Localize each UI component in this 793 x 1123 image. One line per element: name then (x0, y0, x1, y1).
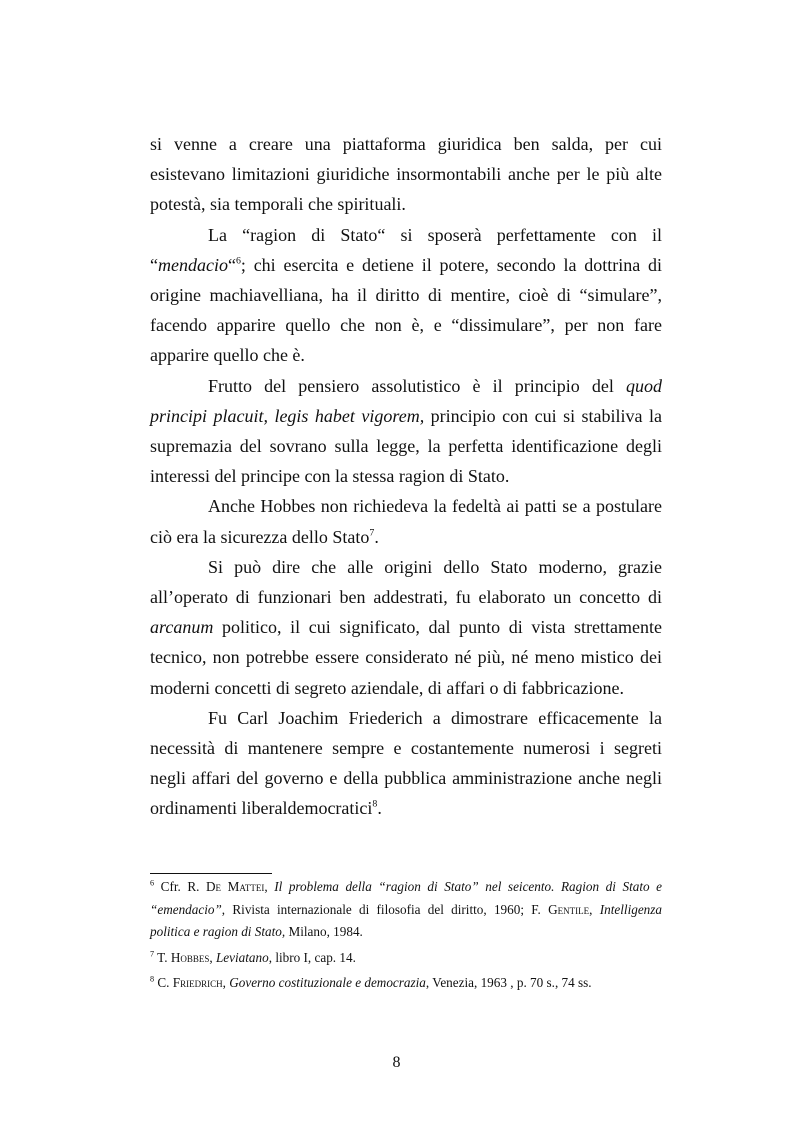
text-run: Anche Hobbes non richiedeva la fedeltà ai patti se a postulare ciò era la sicurezza dello Stato (150, 496, 662, 547)
page-number: 8 (392, 1054, 401, 1071)
text-run: Milano, 1984. (285, 924, 363, 939)
paragraph-2 (150, 220, 662, 371)
footnote-ref: 6 (235, 255, 241, 267)
paragraph-3 (150, 371, 662, 492)
footnotes (150, 876, 662, 998)
body-text (150, 129, 662, 824)
text-run: , (264, 879, 275, 894)
italic-run: Il problema della “ragion di Stato” nel seicento. Ragion di Stato e “emendacio” (150, 879, 662, 917)
text-run: principio con cui si stabiliva la supremazia del sovrano sulla legge, la perfetta identificazione degli interessi del principe con la stessa ragion di Stato. (150, 405, 663, 487)
footnote-ref: 6 (150, 878, 155, 888)
text-run: La “ragion di Stato“ si sposerà perfettamente con il “ (150, 224, 662, 275)
text-run: , (589, 901, 600, 917)
footnote-ref: 7 (150, 949, 155, 959)
text-run: si venne a creare una piattaforma giuridica ben salda, per cui esistevano limitazioni giuridiche insormontabili anche per le più alte potestà, sia temporali che spirituali. (150, 134, 662, 215)
italic-run: quod principi placuit, legis habet vigorem, (150, 375, 662, 426)
text-run: ; chi esercita e detiene il potere, secondo la dottrina di origine machiavelliana, ha il diritto di mentire, cioè di “simulare”, facendo apparire quello che non è, e “dissimulare”, per non fare apparire quello che è. (150, 254, 662, 366)
footnote-8 (150, 972, 662, 995)
italic-run: Governo costituzionale e democrazia (229, 975, 426, 990)
text-run: , Venezia, 1963 , p. 70 s., 74 ss. (425, 975, 592, 990)
italic-run: arcanum (150, 617, 214, 638)
text-run: Cfr. R. (154, 879, 207, 894)
text-run: Si può dire che alle origini dello Stato moderno, grazie all’operato di funzionari ben addestrati, fu elaborato un concetto di (150, 556, 662, 608)
author-name: Hobbes (170, 949, 210, 965)
paragraph-5 (150, 552, 662, 703)
author-name: De Mattei (206, 879, 265, 894)
text-run: . (377, 798, 382, 819)
text-run: , (209, 949, 216, 965)
text-run: C. (154, 975, 173, 990)
author-name: Friedrich (172, 975, 223, 990)
italic-run: mendacio (158, 254, 228, 275)
text-run: “ (227, 254, 236, 275)
footnote-ref: 8 (150, 974, 155, 984)
footnote-ref: 7 (369, 527, 375, 539)
text-run: . (374, 526, 379, 547)
text-run: Frutto del pensiero assolutistico è il principio del (208, 375, 626, 396)
text-run: , Rivista internazionale di filosofia del diritto, 1960; F. (221, 901, 549, 917)
footnote-ref: 8 (372, 799, 378, 811)
paragraph-1 (150, 129, 662, 220)
footnote-separator (150, 873, 272, 874)
text-run: , libro I, cap. 14. (268, 949, 356, 965)
text-run: politico, il cui significato, dal punto di vista strettamente tecnico, non potrebbe essere considerato né più, né meno mistico dei moderni concetti di segreto aziendale, di affari o di fabbricazione. (150, 617, 662, 698)
footnote-6 (150, 876, 662, 944)
text-run: T. (154, 949, 171, 965)
author-name: Gentile (548, 901, 590, 917)
paragraph-6 (150, 703, 662, 824)
italic-run: Intelligenza politica e ragion di Stato, (150, 901, 662, 939)
text-run: Fu Carl Joachim Friederich a dimostrare efficacemente la necessità di mantenere sempre e costantemente numerosi i segreti negli affari del governo e della pubblica amministrazione anche negli ordinamenti liberaldemocratici (150, 707, 662, 819)
italic-run: Leviatano (215, 949, 269, 965)
paragraph-4 (150, 491, 662, 551)
text-run: , (222, 975, 230, 990)
footnote-7 (150, 947, 662, 970)
